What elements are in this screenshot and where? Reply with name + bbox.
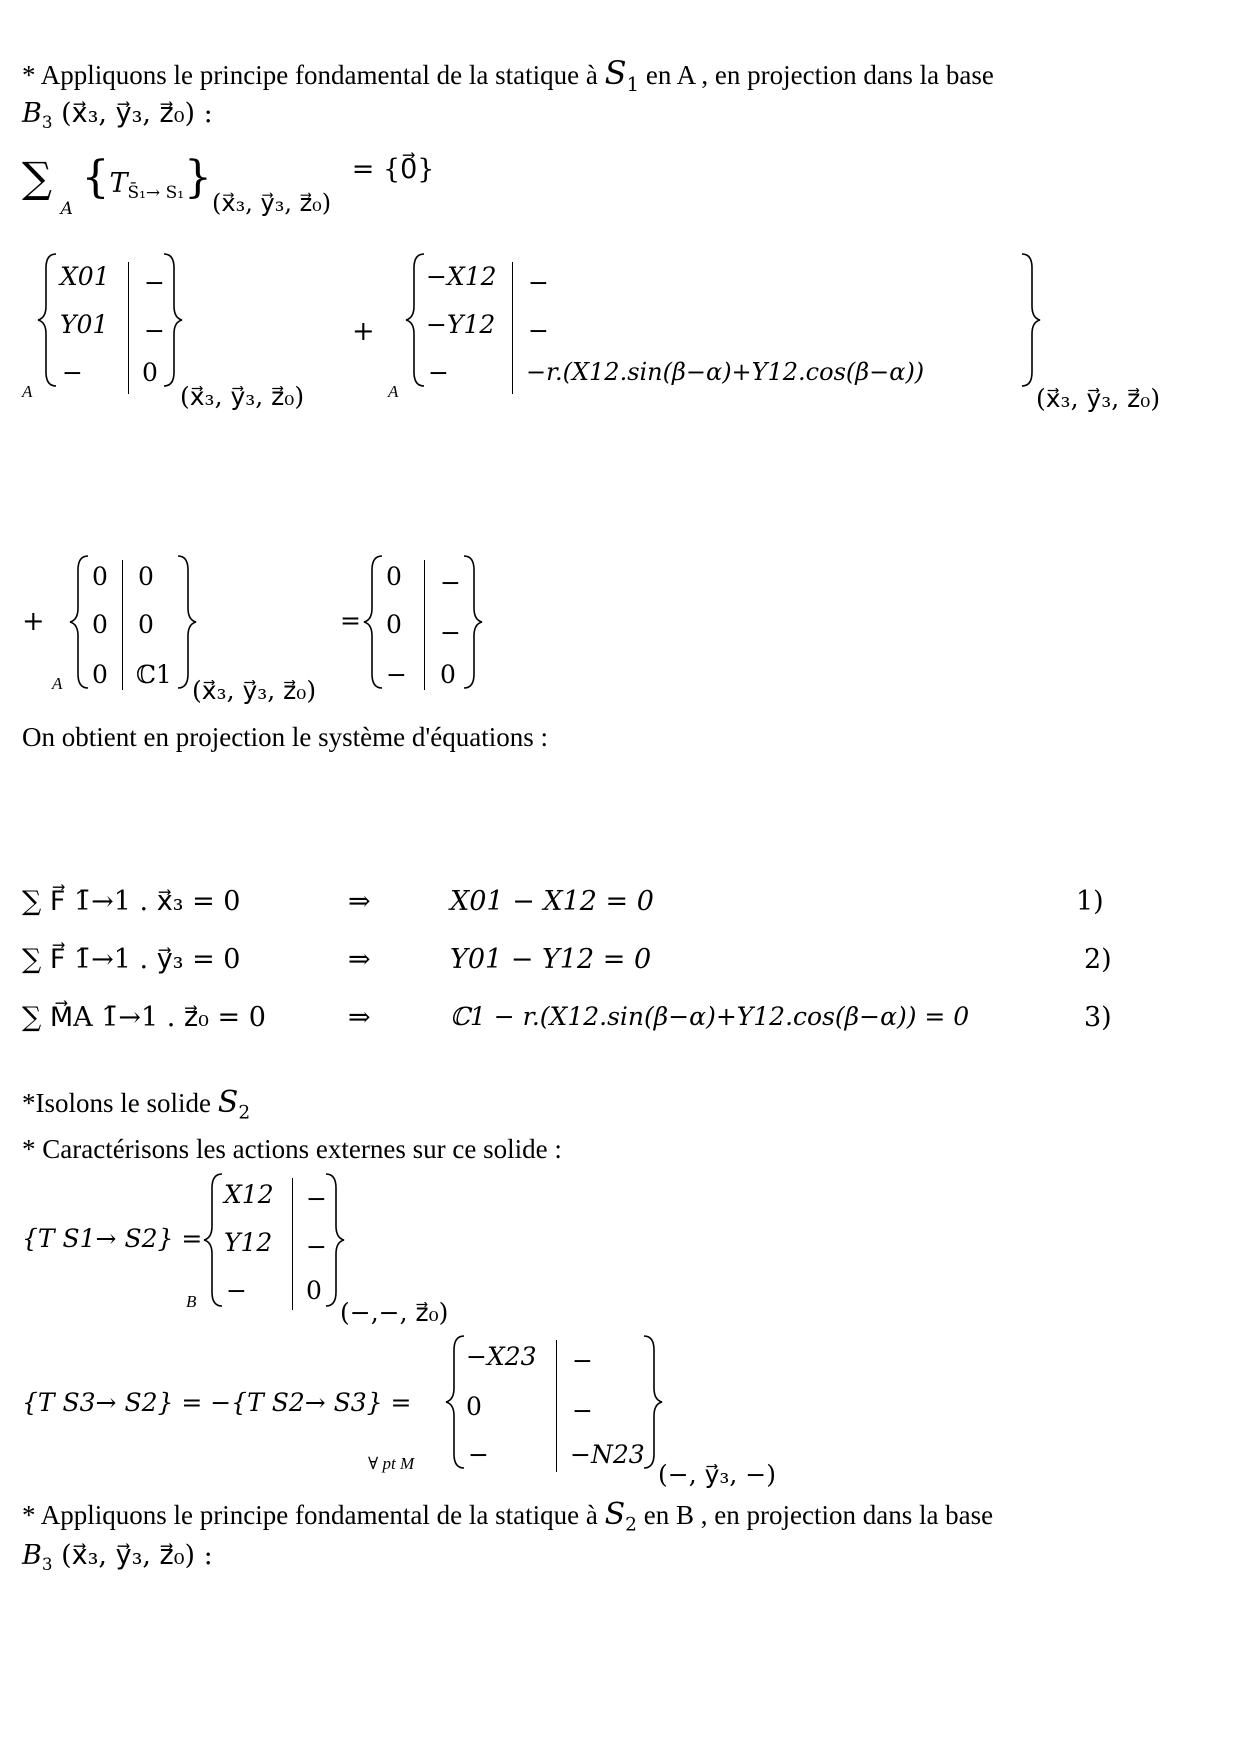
left-brace	[202, 1170, 226, 1310]
left-brace	[36, 250, 60, 390]
intro-line-2: * Appliquons le principe fondamental de la statique à $S_2$ en B , en projection dans la base	[22, 1497, 994, 1536]
sigma-symbol: ∑	[22, 153, 52, 202]
left-brace	[444, 1332, 468, 1472]
equation-row: ∑ M⃗A 1̄→1 . z⃗₀ = 0	[22, 1002, 266, 1033]
equation-row: ∑ F⃗ 1̄→1 . x⃗₃ = 0	[22, 886, 241, 917]
basis-vectors: (x⃗₃, y⃗₃, z⃗₀) :	[61, 98, 213, 129]
right-brace	[160, 250, 184, 390]
right-brace	[322, 1170, 346, 1310]
basis-label: B	[22, 98, 42, 129]
intro-line-1	[22, 56, 994, 102]
caract-text: * Caractérisons les actions externes sur ce solide :	[22, 1134, 562, 1164]
equation-row: ∑ F⃗ 1̄→1 . y⃗₃ = 0	[22, 944, 241, 975]
intro-text-rest: en A , en projection dans la base	[645, 60, 994, 90]
left-brace	[404, 250, 428, 390]
basis-line-1: $B_3$ (x⃗₃, y⃗₃, z⃗₀) :	[22, 98, 213, 132]
equals-zero: = {0⃗}	[351, 154, 435, 185]
solid-symbol: $S_1$	[604, 54, 640, 96]
intro-text: * Appliquons le principe fondamental de la statique à	[22, 60, 598, 90]
left-brace	[362, 552, 386, 692]
right-brace	[1018, 250, 1042, 390]
right-brace	[174, 552, 198, 692]
right-brace	[640, 1332, 664, 1472]
left-brace	[68, 552, 92, 692]
plus-sign: +	[22, 606, 45, 637]
plus-sign: +	[352, 316, 375, 347]
right-brace	[460, 552, 484, 692]
isolate-line: *Isolons le solide $S_2$	[22, 1085, 251, 1124]
sum-equation: ∑ $_A$ $\{T_{S̄_1\to S_1}\}(x⃗_3$, y⃗₃, z⃗₀) = {0⃗}	[22, 152, 435, 219]
basis-line-2: $B_3$ (x⃗₃, y⃗₃, z⃗₀) :	[22, 1540, 213, 1574]
projection-text: On obtient en projection le système d'équations :	[22, 722, 548, 752]
